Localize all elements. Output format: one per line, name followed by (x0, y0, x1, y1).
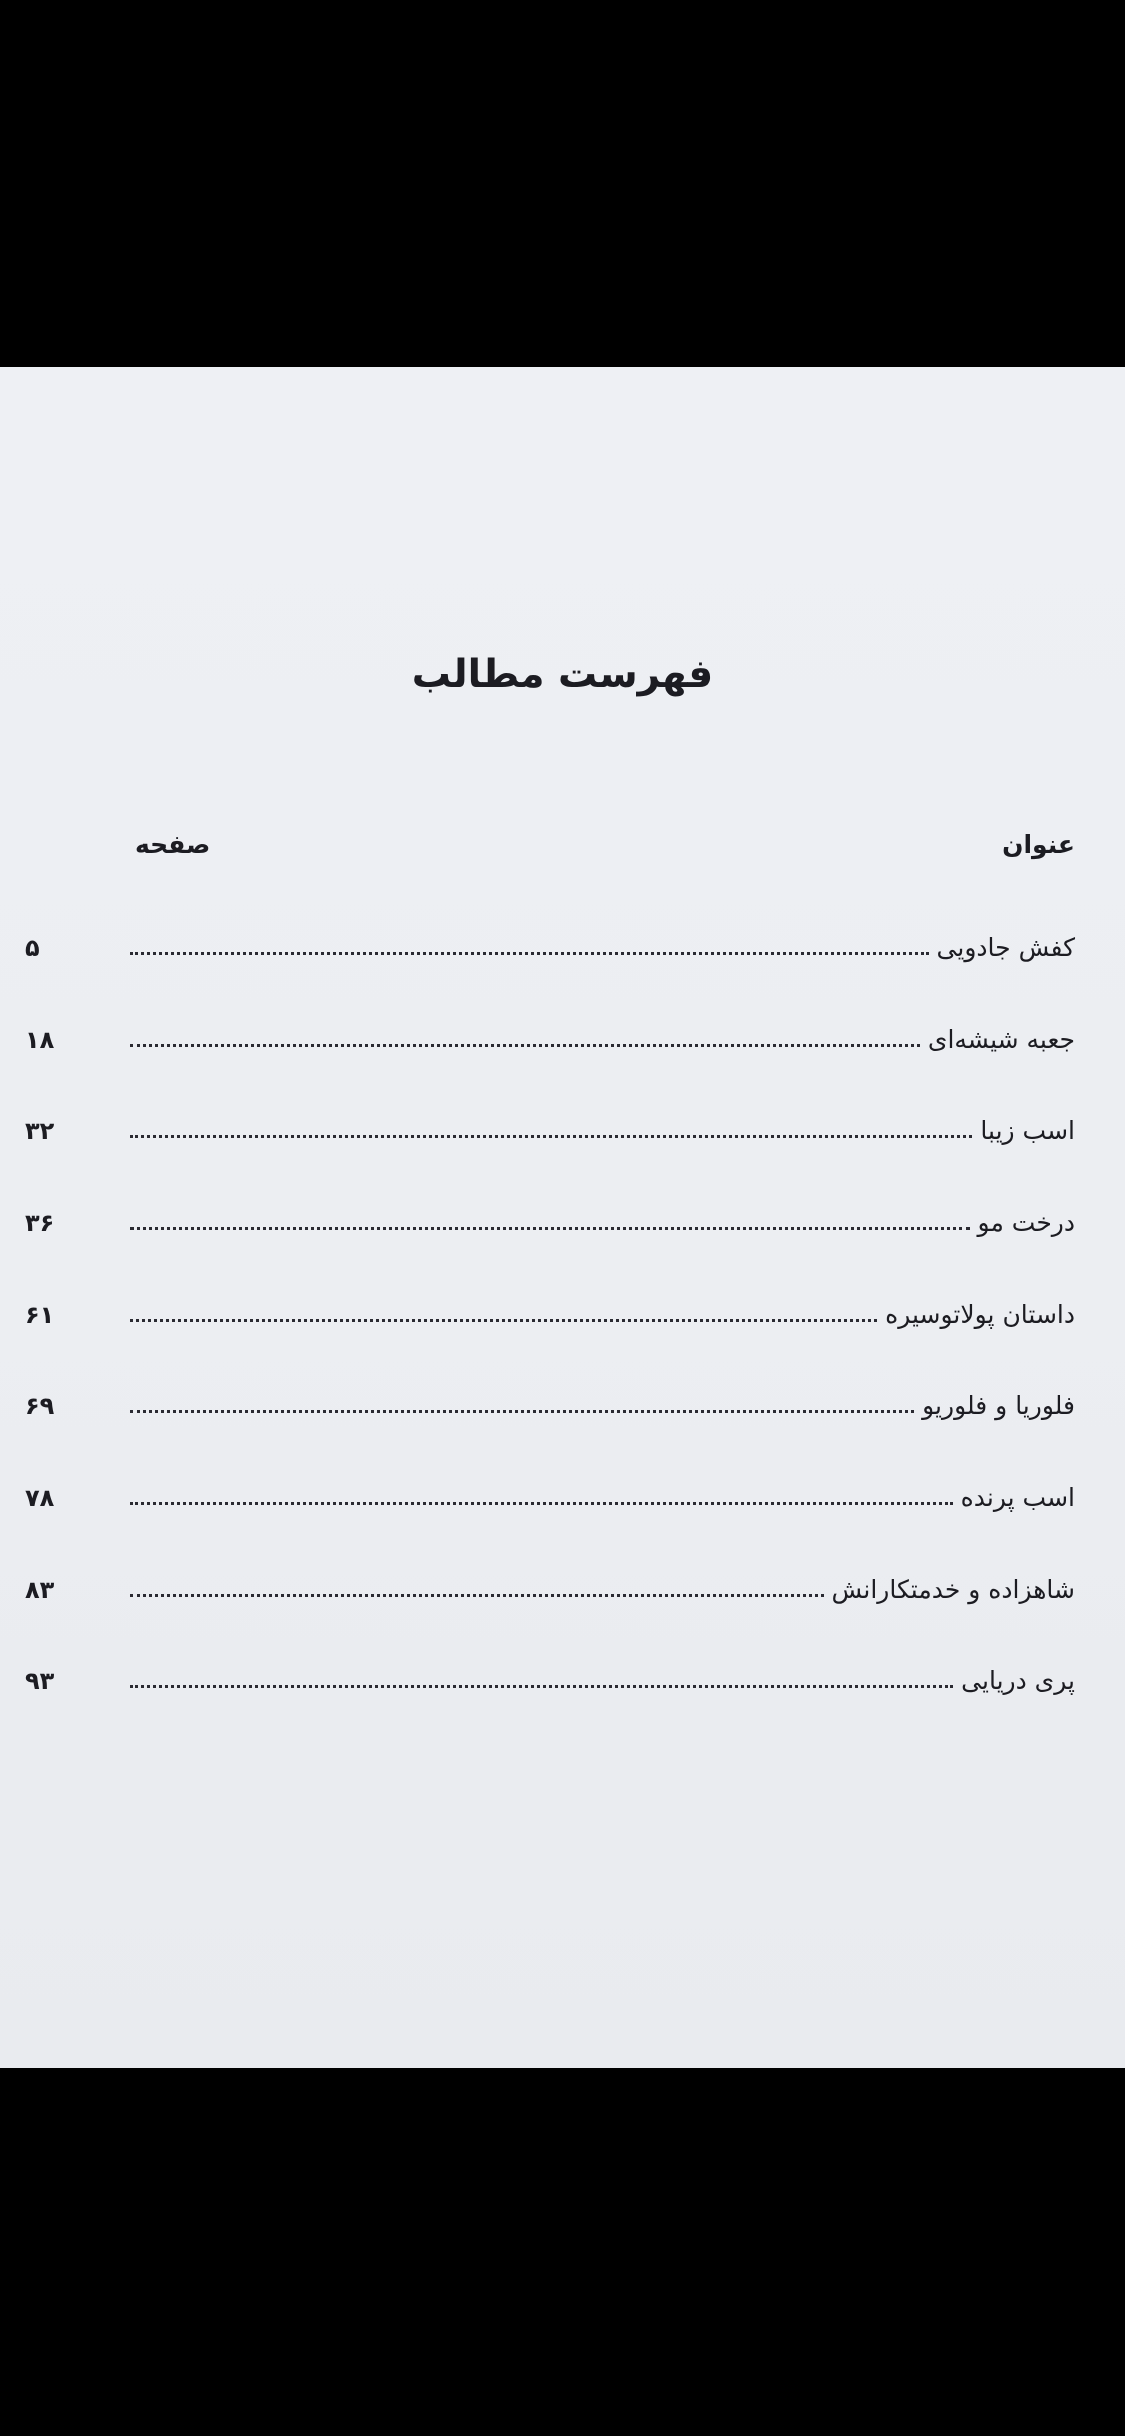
toc-entry-page: ۶۹ (25, 1392, 55, 1420)
toc-entry (25, 1279, 1075, 1329)
toc-entry (25, 912, 1075, 962)
toc-entry-title: کفش جادویی (936, 933, 1075, 962)
book-page (0, 367, 1125, 2068)
toc-entry (25, 1645, 1075, 1695)
dot-leader (130, 1502, 953, 1505)
toc-entry-title: درخت مو (977, 1208, 1075, 1237)
dot-leader (130, 1594, 824, 1597)
toc-entry (25, 1004, 1075, 1054)
dot-leader (130, 1135, 972, 1138)
toc-entry (25, 1462, 1075, 1512)
toc-entry-title: شاهزاده و خدمتکارانش (831, 1575, 1075, 1604)
toc-entry-page: ۸۳ (25, 1576, 55, 1604)
top-black-bar (0, 0, 1125, 367)
toc-entry-title: فلوریا و فلوریو (922, 1391, 1075, 1420)
toc-entry (25, 1370, 1075, 1420)
toc-entry-title: پری دریایی (961, 1666, 1075, 1695)
toc-entry (25, 1095, 1075, 1145)
dot-leader (130, 1685, 953, 1688)
toc-entry-page: ۱۸ (25, 1026, 55, 1054)
toc-entry (25, 1187, 1075, 1237)
dot-leader (130, 1227, 970, 1230)
toc-entry-page: ۷۸ (25, 1484, 55, 1512)
toc-entry-title: اسب پرنده (960, 1483, 1075, 1512)
dot-leader (130, 1319, 877, 1322)
column-header-title: عنوان (1002, 830, 1075, 859)
dot-leader (130, 952, 929, 955)
toc-entry-page: ۶۱ (25, 1301, 55, 1329)
toc-entry-page: ۳۲ (25, 1117, 55, 1145)
dot-leader (130, 1044, 920, 1047)
page-title: فهرست مطالب (411, 652, 714, 697)
toc-entry-page: ۳۶ (25, 1209, 55, 1237)
toc-entry-page: ۵ (25, 934, 40, 962)
toc-entry (25, 1554, 1075, 1604)
bottom-black-bar (0, 2068, 1125, 2436)
toc-entry-title: اسب زیبا (980, 1116, 1075, 1145)
show-through-text (430, 797, 1050, 919)
toc-entry-title: جعبه شیشه‌ای (927, 1025, 1075, 1054)
column-header-page: صفحه (135, 830, 211, 859)
toc-entry-title: داستان پولاتوسیره (885, 1300, 1075, 1329)
dot-leader (130, 1410, 914, 1413)
toc-entry-page: ۹۳ (25, 1667, 55, 1695)
